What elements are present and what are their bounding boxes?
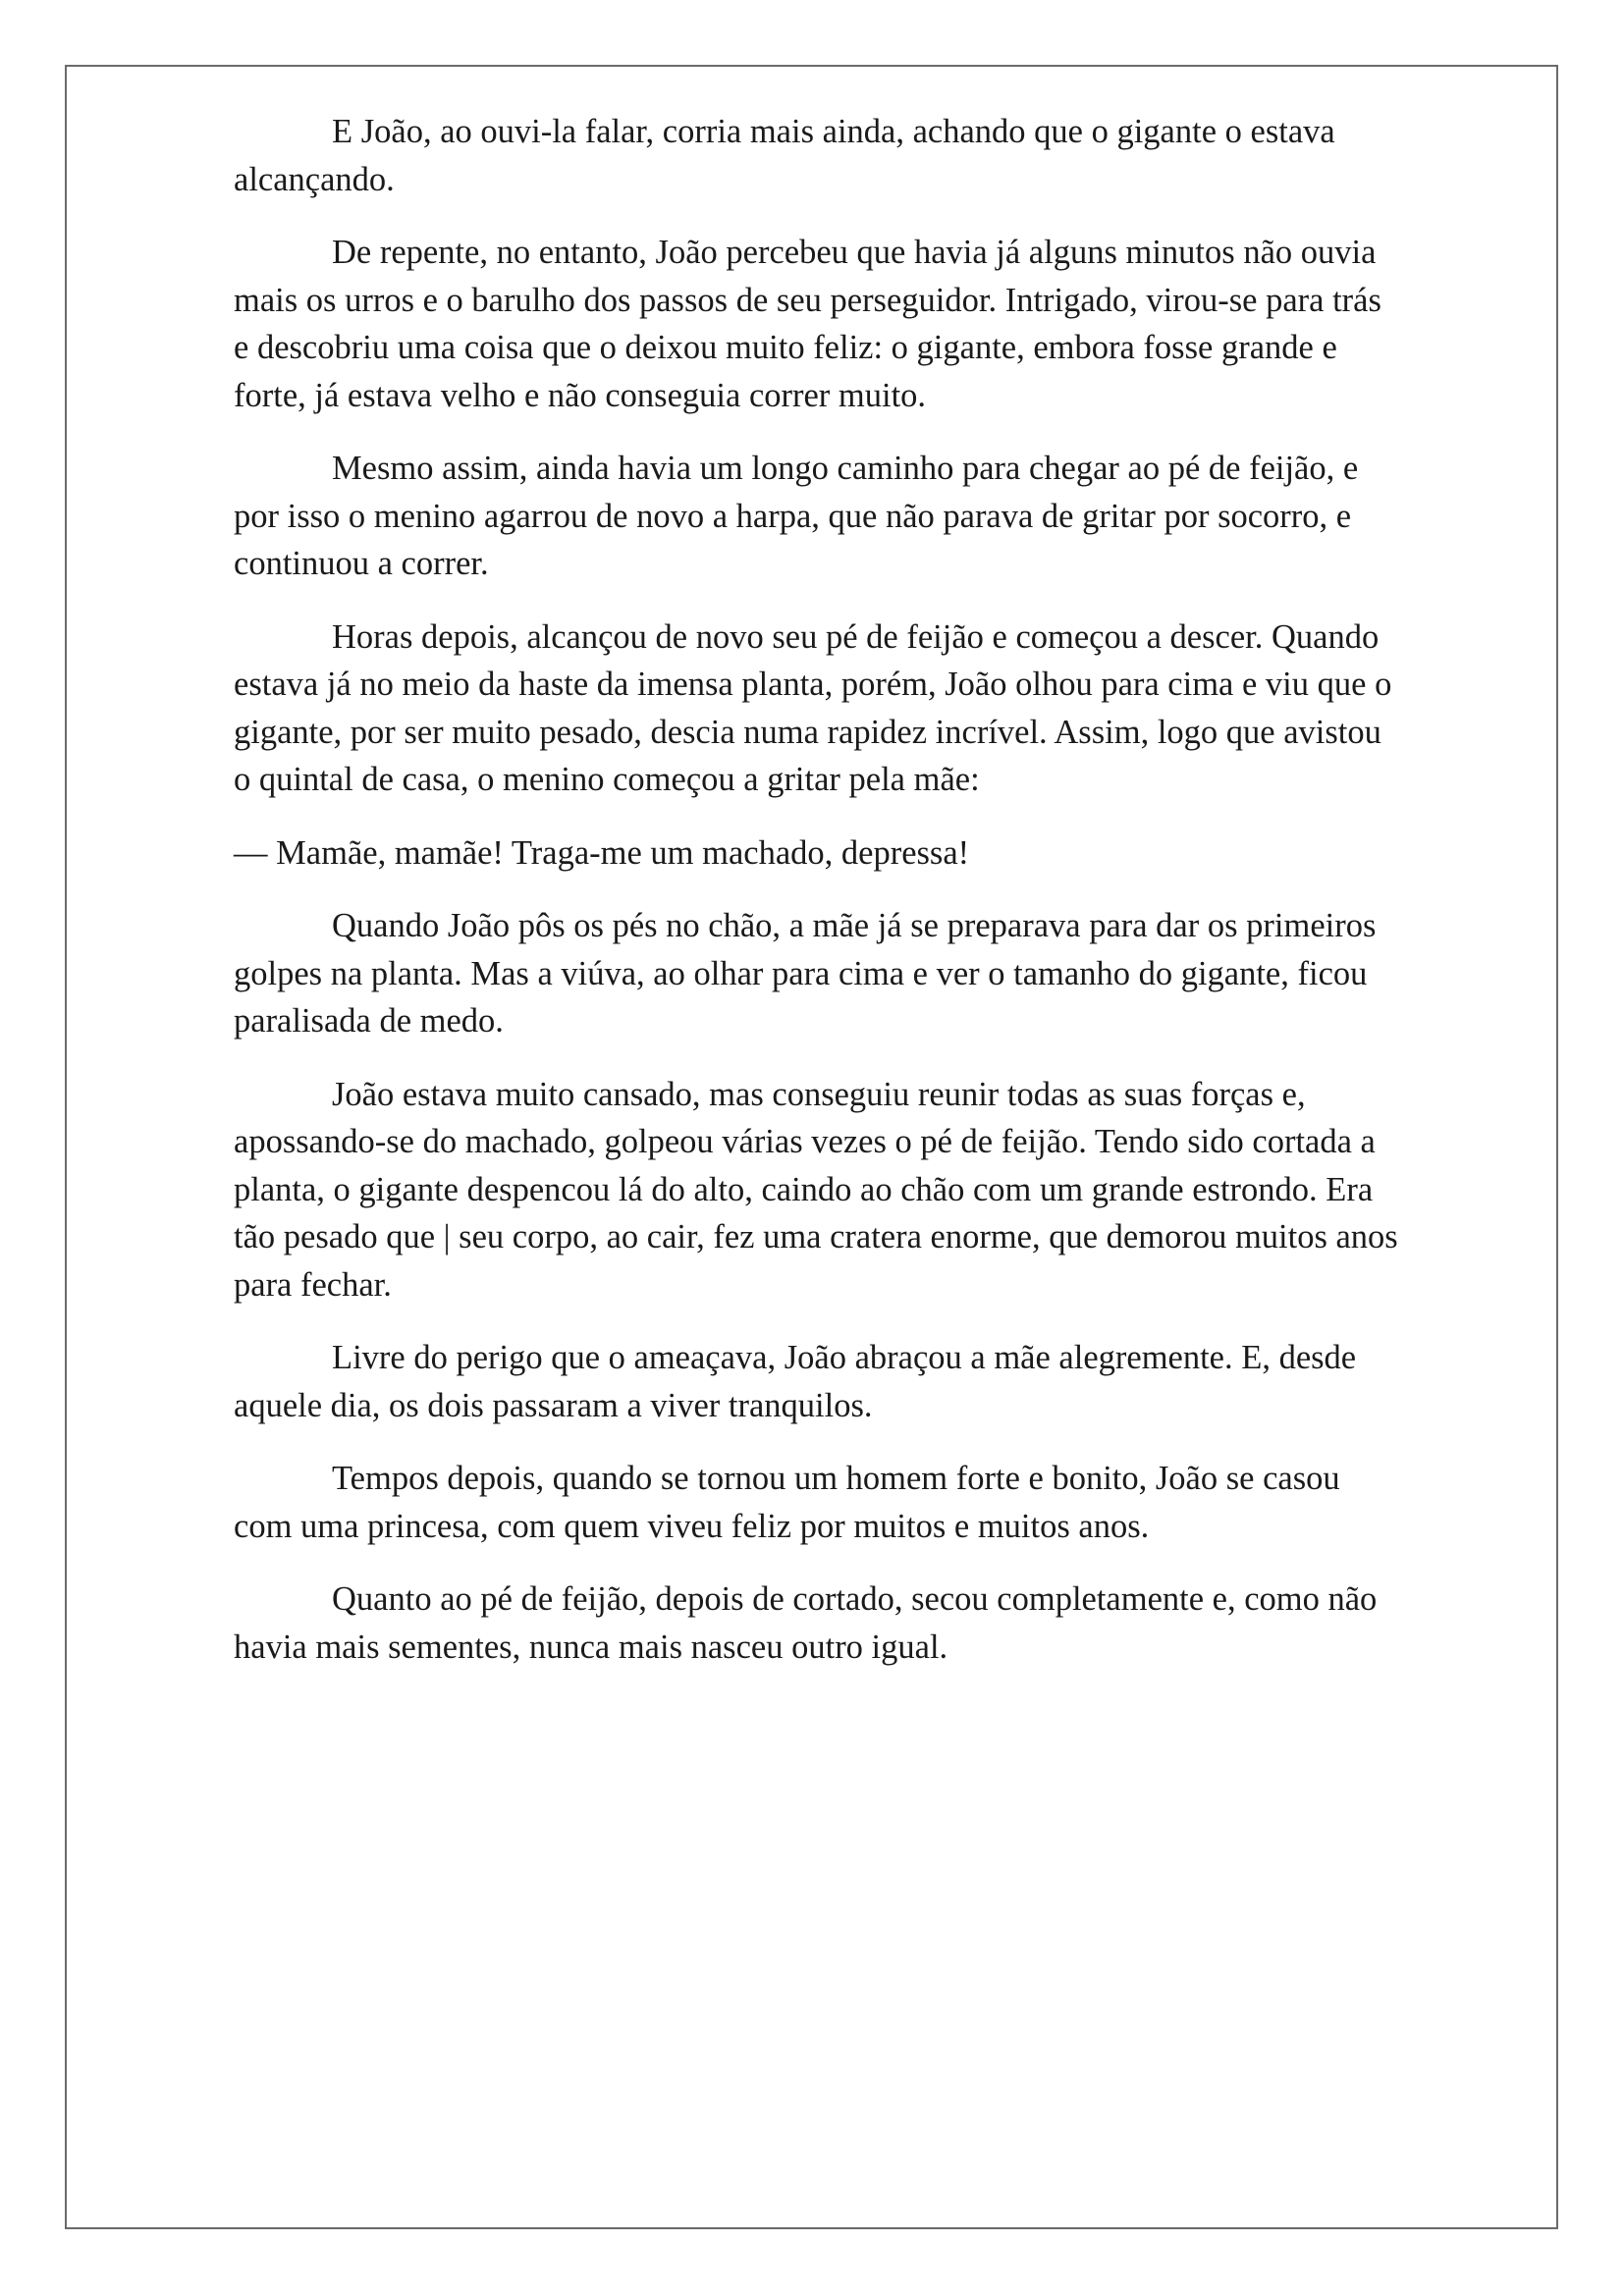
document-body xyxy=(234,108,1402,1696)
paragraph-8: Livre do perigo que o ameaçava, João abraçou a mãe alegremente. E, desde aquele dia, os dois passaram a viver tranquilos. xyxy=(234,1339,1357,1424)
dialogue-line: — Mamãe, mamãe! Traga-me um machado, depressa! xyxy=(234,833,970,872)
paragraph-1: E João, ao ouvi-la falar, corria mais ainda, achando que o gigante o estava alcançando. xyxy=(234,113,1335,198)
paragraph-4: Horas depois, alcançou de novo seu pé de feijão e começou a descer. Quando estava já no meio da haste da imensa planta, porém, João olhou para cima e viu que o gigante, por ser muito pesado, descia numa rapidez incrível. Assim, logo que avistou o quintal de casa, o menino começou a gritar pela mãe: xyxy=(234,617,1392,798)
paragraph-10: Quanto ao pé de feijão, depois de cortado, secou completamente e, como não havia mais sementes, nunca mais nasceu outro igual. xyxy=(234,1580,1378,1666)
paragraph-3: Mesmo assim, ainda havia um longo caminho para chegar ao pé de feijão, e por isso o menino agarrou de novo a harpa, que não parava de gritar por socorro, e continuou a correr. xyxy=(234,450,1359,582)
paragraph-7: João estava muito cansado, mas conseguiu reunir todas as suas forças e, apossando-se do machado, golpeou várias vezes o pé de feijão. Tendo sido cortada a planta, o gigante despencou lá do alto, caindo ao chão com um grande estrondo. Era tão pesado que | seu corpo, ao cair, fez uma cratera enorme, que demorou muitos anos para fechar. xyxy=(234,1075,1398,1304)
paragraph-6: Quando João pôs os pés no chão, a mãe já se preparava para dar os primeiros golpes na planta. Mas a viúva, ao olhar para cima e ver o tamanho do gigante, ficou paralisada de medo. xyxy=(234,907,1377,1040)
paragraph-2: De repente, no entanto, João percebeu que havia já alguns minutos não ouvia mais os urros e o barulho dos passos de seu perseguidor. Intrigado, virou-se para trás e descobriu uma coisa que o deixou muito feliz: o gigante, embora fosse grande e forte, já estava velho e não conseguia correr muito. xyxy=(234,234,1381,414)
paragraph-9: Tempos depois, quando se tornou um homem forte e bonito, João se casou com uma princesa, com quem viveu feliz por muitos e muitos anos. xyxy=(234,1460,1340,1545)
